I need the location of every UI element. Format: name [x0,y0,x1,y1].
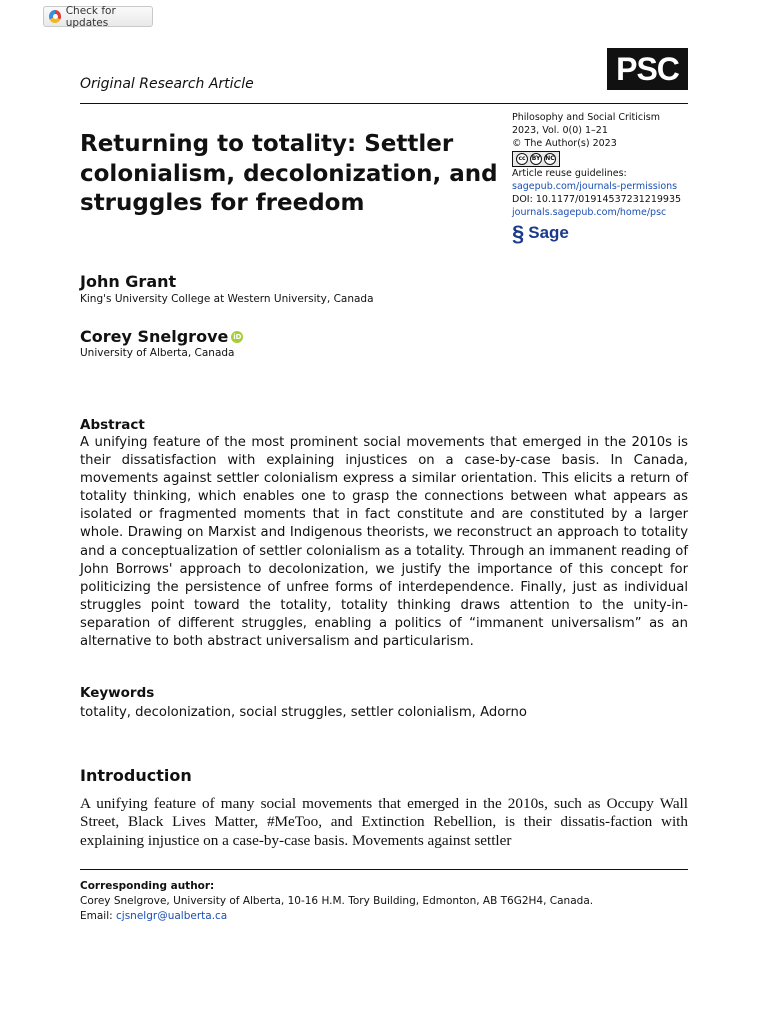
author-affiliation: King's University College at Western University, Canada [80,293,374,305]
journal-name: Philosophy and Social Criticism [512,112,660,123]
article-title: Returning to totality: Settler colonialism, decolonization, and struggles for freedom [80,131,498,216]
publisher-logo-text: Sage [528,223,569,243]
doi: DOI: 10.1177/01914537231219935 [512,193,682,205]
author-name-with-orcid [80,327,243,346]
check-for-updates-label: Check for updates [65,4,116,29]
corresponding-author-email [80,910,227,922]
header-divider [80,103,688,104]
introduction-heading: Introduction [80,766,192,785]
reuse-label: Article reuse guidelines: [512,168,627,180]
keywords-text: totality, decolonization, social struggles, settler colonialism, Adorno [80,705,527,720]
sage-s-icon: § [512,220,525,246]
cc-icon: cc [516,153,528,165]
article-type: Original Research Article [80,76,254,92]
corresponding-author-heading: Corresponding author: [80,880,215,892]
abstract-heading: Abstract [80,417,145,433]
publisher-logo [512,220,702,246]
abstract-text: A unifying feature of the most prominent social movements that emerged in the 2010s is their dissatisfaction with explaining injustices on a case-by-case basis. In Canada, movements against settler colonialism express a similar orientation. This elicits a return of totality thinking, which enables one to grasp the connections between what appears as isolated or fragmented moments that in fact constitute and are constituted by a larger whole. Drawing on Marxist and Indigenous theorists, we reconstruct an approach to totality and a conceptualization of settler colonialism as a totality. Through an immanent reading of John Borrows' approach to decolonization, we justify the importance of this concept for politicizing the persistence of unfree forms of interdependence. Finally, just as individual struggles point toward the totality, totality thinking draws attention to the unity-in-separation of different struggles, enabling a politics of “immanent universalism” as an alternative to both abstract universalism and particularism. [80,435,688,650]
journal-info [512,112,702,244]
journal-home-link[interactable]: journals.sagepub.com/home/psc [512,206,667,218]
author-name: Corey Snelgrove [80,327,229,346]
journal-volume: 2023, Vol. 0(0) 1–21 [512,124,608,136]
corresponding-author-address: Corey Snelgrove, University of Alberta, 10-16 H.M. Tory Building, Edmonton, AB T6G2H4, Canada. [80,895,594,907]
check-for-updates-button[interactable] [43,6,153,27]
nc-icon: NC [544,153,556,165]
author-affiliation: University of Alberta, Canada [80,347,235,359]
email-label: Email: [80,910,113,922]
copyright: © The Author(s) 2023 [512,137,617,149]
orcid-icon[interactable]: iD [233,332,242,341]
journal-logo: PSC [607,48,688,90]
introduction-text: A unifying feature of many social movements that emerged in the 2010s, such as Occupy Wall Street, Black Lives Matter, #MeToo, and Extinction Rebellion, is their dissatis-faction with explaining injustice on a case-by-case basis. Movements against settler [80,795,688,849]
crossmark-icon [49,10,61,23]
keywords-heading: Keywords [80,685,155,701]
email-link[interactable]: cjsnelgr@ualberta.ca [116,910,228,922]
cc-license-badge[interactable] [512,151,560,167]
by-icon: BY [530,153,542,165]
footnote-divider [80,869,688,870]
author-name: John Grant [80,272,177,291]
permissions-link[interactable]: sagepub.com/journals-permissions [512,181,678,193]
